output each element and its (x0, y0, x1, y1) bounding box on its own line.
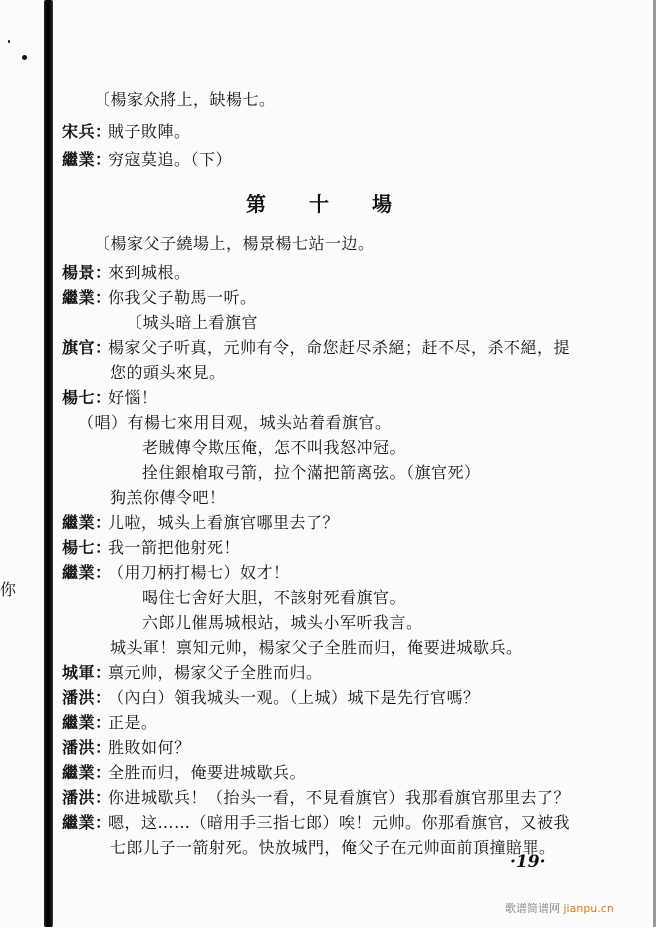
dialogue-line (62, 688, 480, 708)
dialogue-line (62, 563, 290, 583)
stage-direction-line (62, 363, 226, 383)
speaker-name: 繼業： (62, 150, 112, 169)
speaker-name: 宋兵： (62, 122, 112, 141)
line-text: （唱）有楊七來用目观，城头站着看旗官。 (78, 413, 392, 432)
stage-direction-line (62, 438, 406, 458)
line-text: 正是。 (108, 713, 158, 732)
speaker-name: 繼業： (62, 763, 112, 782)
dialogue-line (62, 122, 191, 142)
stage-direction-line (62, 838, 556, 858)
line-text: 喝住七舍好大胆，不該射死看旗官。 (142, 588, 407, 607)
speaker-name: 楊景： (62, 263, 112, 282)
dialogue-line (62, 763, 306, 783)
scene-title: 第 十 場 (246, 192, 410, 216)
stage-direction-line (62, 463, 481, 483)
line-text: （內白）領我城头一观。（上城）城下是先行官嗎？ (108, 688, 480, 707)
speaker-name: 城軍： (62, 663, 112, 682)
speaker-name: 楊七： (62, 388, 112, 407)
line-text: 七郎儿子一箭射死。快放城門，俺父子在元帅面前頂撞賠罪。 (110, 838, 556, 857)
stage-direction-line (62, 488, 226, 508)
stage-direction-line (62, 234, 375, 254)
line-text: 胜敗如何？ (108, 738, 191, 757)
dialogue-line (62, 150, 232, 170)
speaker-name: 繼業： (62, 563, 112, 582)
dialogue-line (62, 738, 191, 758)
dialogue-line (62, 663, 323, 683)
line-text: 〔楊家父子繞場上，楊景楊七站一边。 (94, 234, 375, 253)
line-text: 嗯，这……（暗用手三指七郎）唉！元帅。你那看旗官，又被我 (108, 813, 571, 832)
line-text: 賊子敗陣。 (108, 122, 191, 141)
line-text: 楊家父子听真，元帅有令，命您赶尽杀絕；赶不尽，杀不絕，提 (108, 338, 571, 357)
stage-direction-line (62, 313, 258, 333)
ink-speck (22, 55, 27, 60)
line-text: 來到城根。 (108, 263, 191, 282)
line-text: 〔楊家众將上，缺楊七。 (94, 90, 276, 109)
dialogue-line (62, 288, 257, 308)
line-text: 儿啦，城头上看旗官哪里去了？ (108, 513, 340, 532)
speaker-name: 繼業： (62, 288, 112, 307)
line-text: 城头軍！禀知元帅，楊家父子全胜而归，俺要进城歇兵。 (110, 638, 523, 657)
speaker-name: 繼業： (62, 813, 112, 832)
speaker-name: 繼業： (62, 713, 112, 732)
line-text: （用刀柄打楊七）奴才！ (108, 563, 290, 582)
dialogue-line (62, 263, 191, 283)
stage-direction-line (62, 413, 392, 433)
page-number: ·19· (510, 852, 546, 872)
line-text: 我一箭把他射死！ (108, 538, 241, 557)
watermark-text: 歌谱简谱网 (505, 902, 560, 915)
line-text: 拴住銀槍取弓箭，拉个滿把箭离弦。（旗官死） (142, 463, 481, 482)
dialogue-line (62, 788, 570, 808)
stage-direction-line (62, 90, 276, 110)
dialogue-line (62, 713, 158, 733)
line-text: 禀元帅，楊家父子全胜而归。 (108, 663, 323, 682)
dialogue-line (62, 813, 570, 833)
margin-glyph: 你 (0, 580, 17, 599)
speaker-name: 旗官： (62, 338, 112, 357)
dialogue-line (62, 513, 339, 533)
ink-speck (8, 40, 10, 43)
stage-direction-line (62, 613, 423, 633)
speaker-name: 潘洪： (62, 688, 112, 707)
stage-direction-line (62, 638, 523, 658)
speaker-name: 楊七： (62, 538, 112, 557)
line-text: 六郎儿催馬城根站，城头小军听我言。 (142, 613, 423, 632)
stage-direction-line (62, 588, 406, 608)
book-binding-edge (44, 0, 53, 927)
line-text: 全胜而归，俺要进城歇兵。 (108, 763, 307, 782)
line-text: 你我父子勒馬一听。 (108, 288, 257, 307)
line-text: 您的頭头來見。 (110, 363, 226, 382)
watermark-url: jianpu.cn (563, 902, 614, 915)
dialogue-line (62, 388, 158, 408)
line-text: 老賊傳令欺压俺，怎不叫我怒冲冠。 (142, 438, 407, 457)
speaker-name: 潘洪： (62, 788, 112, 807)
speaker-name: 繼業： (62, 513, 112, 532)
line-text: 狗羔你傳令吧！ (110, 488, 226, 507)
watermark (505, 900, 614, 916)
dialogue-line (62, 338, 570, 358)
line-text: 好惱！ (108, 388, 158, 407)
line-text: 〔城头暗上看旗官 (126, 313, 259, 332)
line-text: 穷寇莫追。（下） (108, 150, 233, 169)
dialogue-line (62, 538, 240, 558)
line-text: 你进城歇兵！（抬头一看，不見看旗官）我那看旗官那里去了？ (108, 788, 571, 807)
speaker-name: 潘洪： (62, 738, 112, 757)
